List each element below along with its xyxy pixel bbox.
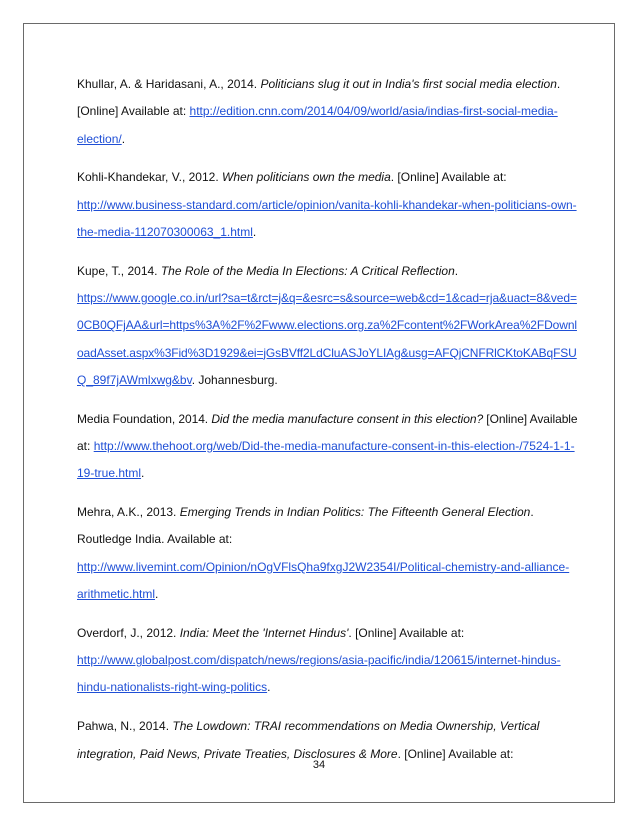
reference-url-link[interactable]: arithmetic.html: [77, 587, 156, 602]
reference-url-link[interactable]: http://www.globalpost.com/dispatch/news/regions/asia-pacific/india/120615/internet-hindus-: [77, 653, 561, 668]
page-number: 34: [312, 759, 326, 771]
reference-text: .: [252, 224, 257, 239]
reference-line: [77, 713, 577, 740]
reference-url-link[interactable]: election/: [77, 131, 122, 146]
reference-line: [77, 554, 577, 581]
reference-title: integration, Paid News, Private Treaties, Disclosures & More: [77, 746, 398, 761]
reference-text: . [Online] Available at:: [397, 746, 514, 761]
reference-url-link[interactable]: http://www.livemint.com/Opinion/nOgVFlsQha9fxgJ2W2354I/Political-chemistry-and-alliance-: [77, 559, 570, 574]
reference-line: [77, 71, 577, 98]
document-page: [23, 23, 615, 803]
reference-text: [Online] Available at:: [77, 104, 190, 119]
reference-line: [77, 406, 577, 433]
reference-line: [77, 674, 577, 701]
reference-line: [77, 581, 577, 608]
reference-title: Did the media manufacture consent in this election?: [211, 411, 484, 426]
reference-title: The Role of the Media In Elections: A Critical Reflection: [160, 263, 455, 278]
reference-line: [77, 126, 577, 153]
reference-text: Kohli-Khandekar, V., 2012.: [77, 170, 222, 185]
reference-text: .: [556, 77, 561, 91]
reference-text: Pahwa, N., 2014.: [77, 719, 173, 734]
reference-line: [77, 219, 577, 246]
reference-text: Mehra, A.K., 2013.: [77, 505, 180, 520]
reference-text: . [Online] Available at:: [390, 170, 507, 185]
reference-entry: [77, 499, 577, 608]
reference-title: Politicians slug it out in India's first social media election: [260, 77, 557, 91]
reference-line: [77, 620, 577, 647]
reference-text: .: [141, 466, 145, 481]
reference-text: Routledge India. Available at:: [77, 532, 233, 547]
reference-line: [77, 433, 577, 460]
reference-line: [77, 258, 577, 285]
reference-text: .: [530, 505, 534, 520]
reference-text: at:: [77, 439, 94, 454]
reference-text: . Johannesburg.: [191, 372, 278, 387]
reference-url-link[interactable]: the-media-112070300063_1.html: [77, 224, 253, 239]
reference-line: [77, 460, 577, 487]
reference-entry: [77, 258, 577, 394]
reference-entry: [77, 71, 577, 153]
reference-title: India: Meet the 'Internet Hindus': [179, 625, 349, 640]
reference-line: [77, 367, 577, 394]
reference-entry: [77, 164, 577, 246]
reference-list: [77, 71, 577, 779]
reference-text: .: [121, 131, 126, 146]
reference-title: Emerging Trends in Indian Politics: The Fifteenth General Election: [179, 505, 531, 520]
reference-url-link[interactable]: https://www.google.co.in/url?sa=t&rct=j&q=&esrc=s&source=web&cd=1&cad=rja&uact=8&ved=: [77, 291, 577, 306]
reference-line: [77, 340, 577, 367]
reference-text: .: [454, 263, 459, 278]
reference-text: Kupe, T., 2014.: [77, 263, 161, 278]
reference-url-link[interactable]: 19-true.html: [77, 466, 142, 481]
reference-url-link[interactable]: http://edition.cnn.com/2014/04/09/world/asia/indias-first-social-media-: [189, 104, 558, 119]
reference-line: [77, 526, 577, 553]
reference-entry: [77, 406, 577, 488]
reference-url-link[interactable]: 0CB0QFjAA&url=https%3A%2F%2Fwww.elections.org.za%2Fcontent%2FWorkArea%2FDownl: [77, 318, 577, 333]
reference-title: The Lowdown: TRAI recommendations on Media Ownership, Vertical: [172, 719, 540, 734]
reference-text: Overdorf, J., 2012.: [77, 625, 180, 640]
reference-url-link[interactable]: http://www.thehoot.org/web/Did-the-media-manufacture-consent-in-this-election-/7524-1-1-: [93, 439, 575, 454]
reference-line: [77, 164, 577, 191]
reference-text: [Online] Available: [483, 411, 578, 426]
reference-line: [77, 312, 577, 339]
reference-text: .: [155, 587, 159, 602]
reference-url-link[interactable]: oadAsset.aspx%3Fid%3D1929&ei=jGsBVff2LdCluASJoYLIAg&usg=AFQjCNFRlCKtoKABqFSU: [77, 345, 577, 360]
reference-entry: [77, 620, 577, 702]
reference-url-link[interactable]: hindu-nationalists-right-wing-politics: [77, 680, 268, 695]
reference-line: [77, 98, 577, 125]
reference-text: Khullar, A. & Haridasani, A., 2014.: [77, 77, 261, 91]
reference-line: [77, 285, 577, 312]
reference-text: . [Online] Available at:: [348, 625, 465, 640]
reference-text: Media Foundation, 2014.: [77, 411, 212, 426]
reference-line: [77, 647, 577, 674]
reference-text: .: [267, 680, 271, 695]
reference-url-link[interactable]: http://www.business-standard.com/article/opinion/vanita-kohli-khandekar-when-politicians-own-: [77, 197, 577, 212]
reference-line: [77, 192, 577, 219]
reference-line: [77, 499, 577, 526]
reference-url-link[interactable]: Q_89f7jAWmlxwg&bv: [77, 372, 192, 387]
reference-title: When politicians own the media: [222, 170, 391, 185]
